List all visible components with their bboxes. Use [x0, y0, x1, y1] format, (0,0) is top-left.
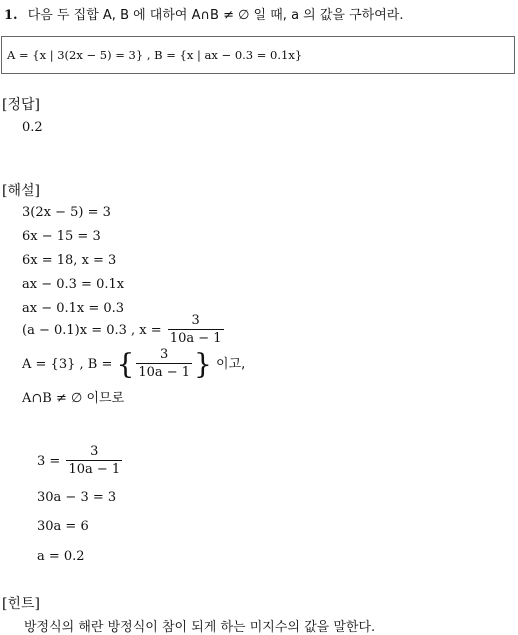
given-sets-text: A = {x | 3(2x − 5) = 3} , B = {x | ax − 0.3 = 0.1x} — [7, 48, 303, 62]
right-brace: } — [194, 347, 212, 381]
x-fraction-denominator: 10a − 1 — [169, 331, 222, 347]
problem-number: 1. — [4, 8, 18, 23]
hint-label: [힌트] — [2, 596, 40, 612]
solution-line-7-suffix: 이고, — [216, 356, 246, 372]
set-b-fraction — [136, 348, 192, 381]
solution-line-5: ax − 0.1x = 0.3 — [22, 301, 125, 316]
solution-line-8: A∩B ≠ ∅ 이므로 — [22, 391, 125, 406]
solution-line-7 — [22, 348, 245, 381]
hint-text: 방정식의 해란 방정식이 참이 되게 하는 미지수의 값을 말한다. — [24, 620, 376, 635]
eq-1-fraction-numerator: 3 — [90, 444, 99, 459]
answer-label: [정답] — [2, 97, 40, 113]
solution-label: [해설] — [2, 183, 40, 199]
given-sets-box — [1, 36, 515, 74]
eq-1-fraction-denominator: 10a − 1 — [68, 462, 121, 478]
solution-line-7-left: A = {3} , B = — [22, 356, 113, 372]
solution-line-4: ax − 0.3 = 0.1x — [22, 277, 125, 292]
set-b-fraction-denominator: 10a − 1 — [138, 365, 191, 381]
solution-line-6 — [22, 314, 226, 347]
x-fraction-numerator: 3 — [191, 313, 200, 328]
problem-statement — [4, 4, 403, 23]
left-brace: { — [116, 347, 135, 381]
solution-eq-3: 30a = 6 — [37, 519, 89, 534]
solution-line-2: 6x − 15 = 3 — [22, 229, 101, 244]
eq-1-fraction — [66, 445, 122, 478]
x-fraction — [168, 314, 224, 347]
answer-value: 0.2 — [22, 120, 43, 135]
solution-eq-4: a = 0.2 — [37, 549, 85, 564]
set-b-fraction-numerator: 3 — [160, 347, 169, 362]
solution-line-1: 3(2x − 5) = 3 — [22, 205, 111, 220]
problem-stem: 다음 두 집합 A, B 에 대하여 A∩B ≠ ∅ 일 때, a 의 값을 구하여라. — [27, 8, 404, 23]
solution-eq-1-left: 3 = — [37, 453, 61, 469]
solution-eq-1 — [37, 445, 124, 478]
solution-line-3: 6x = 18, x = 3 — [22, 253, 117, 268]
solution-eq-2: 30a − 3 = 3 — [37, 490, 117, 505]
solution-line-6-left: (a − 0.1)x = 0.3 , x = — [22, 322, 162, 338]
